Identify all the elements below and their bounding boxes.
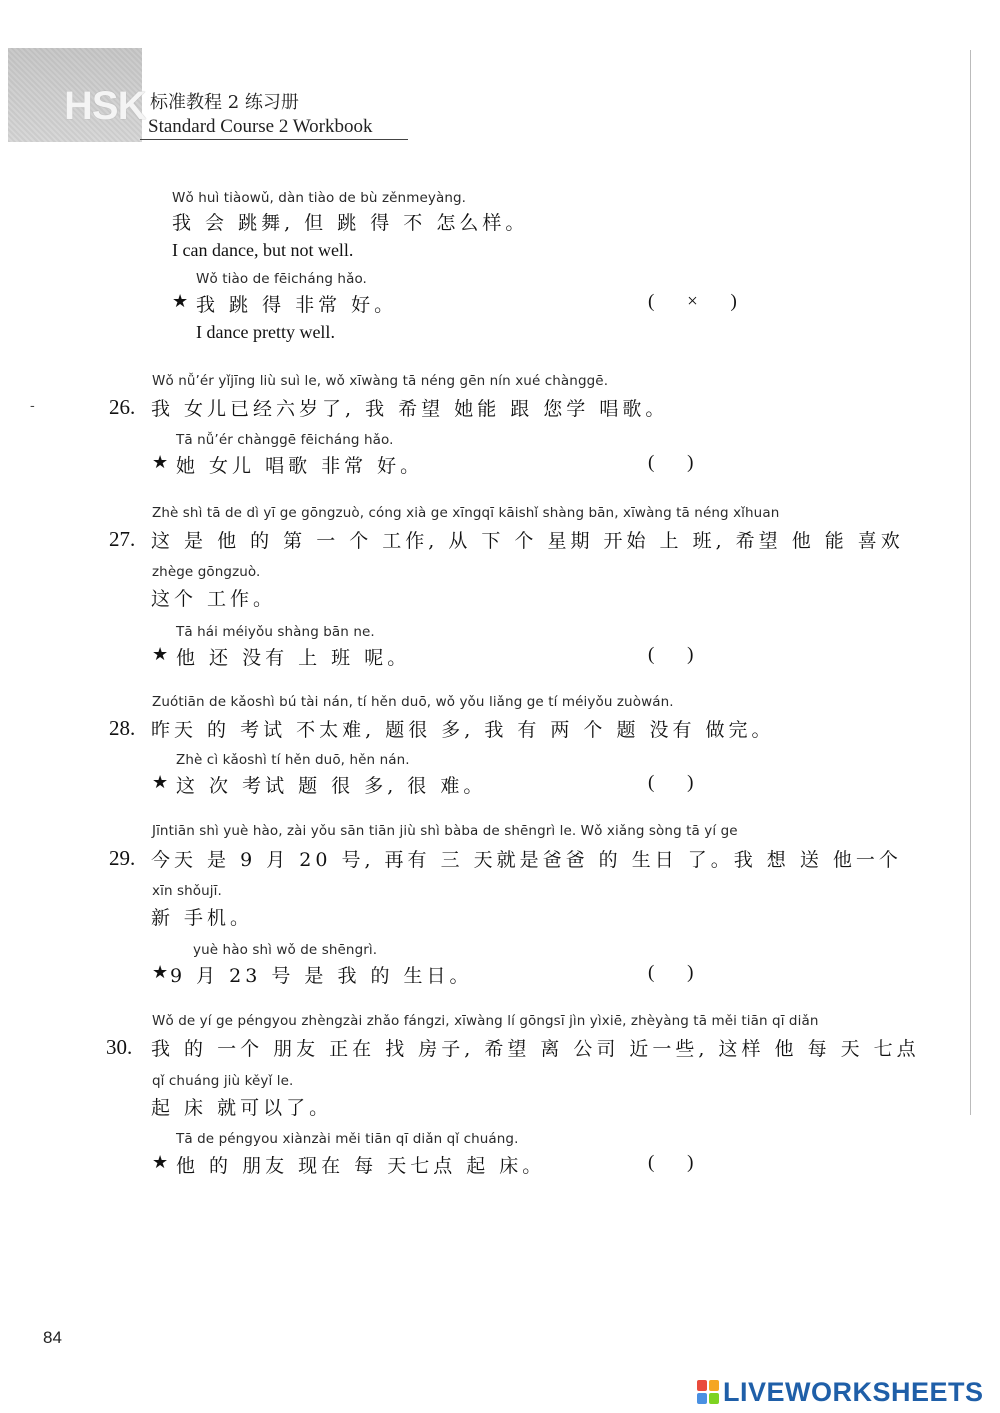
page-number: 84 [43, 1328, 62, 1347]
example-pinyin: Wǒ huì tiàowǔ, dàn tiào de bù zěnmeyàng. [172, 190, 467, 206]
question-pinyin: Wǒ de yí ge péngyou zhèngzài zhǎo fángzi, xīwàng lí gōngsī jìn yìxiē, zhèyàng tā měi tiān qī diǎn [152, 1013, 819, 1029]
example-statement-pinyin: Wǒ tiào de fēicháng hǎo. [196, 271, 367, 287]
workbook-title-english: Standard Course 2 Workbook [148, 116, 373, 137]
question-text-continued: 新 手机。 [151, 907, 254, 929]
question-pinyin-continued: xīn shǒujī. [152, 883, 222, 899]
question-text: 今天 是 9 月 20 号, 再有 三 天就是爸爸 的 生日 了。我 想 送 他一个 [151, 849, 902, 871]
statement-text: 9 月 23 号 是 我 的 生日。 [170, 965, 473, 987]
liveworksheets-logo [697, 1377, 997, 1407]
example-statement-english: I dance pretty well. [196, 322, 335, 342]
hsk-logo [8, 48, 146, 142]
question-pinyin: Wǒ nǚ’ér yǐjīng liù suì le, wǒ xīwàng tā néng gēn nín xué chànggē. [152, 373, 609, 389]
question-number: 30. [106, 1035, 133, 1059]
question-pinyin: Jīntiān shì yuè hào, zài yǒu sān tiān jiù shì bàba de shēngrì le. Wǒ xiǎng sòng tā yí ge [152, 823, 738, 839]
question-number: 29. [109, 846, 136, 870]
question-text: 这 是 他 的 第 一 个 工作, 从 下 个 星期 开始 上 班, 希望 他 能 喜欢 [151, 530, 904, 552]
example-answer: ( × ) [648, 291, 751, 312]
star-icon: ★ [152, 644, 169, 665]
question-number: 27. [109, 527, 136, 551]
example-english: I can dance, but not well. [172, 240, 354, 260]
icon-square [709, 1393, 719, 1404]
answer-blank[interactable]: ( ) [648, 452, 708, 473]
question-text: 我 女儿已经六岁了, 我 希望 她能 跟 您学 唱歌。 [151, 398, 669, 420]
question-text-continued: 这个 工作。 [151, 588, 277, 610]
question-text: 我 的 一个 朋友 正在 找 房子, 希望 离 公司 近一些, 这样 他 每 天 七点 [151, 1038, 920, 1060]
liveworksheets-icon [697, 1380, 719, 1404]
question-pinyin: Zuótiān de kǎoshì bú tài nán, tí hěn duō, wǒ yǒu liǎng ge tí méiyǒu zuòwán. [152, 694, 674, 710]
example-statement: 我 跳 得 非常 好。 [196, 294, 398, 316]
question-text-continued: 起 床 就可以了。 [151, 1097, 333, 1119]
header-divider [140, 139, 408, 140]
question-number: 26. [109, 395, 136, 419]
star-icon: ★ [152, 962, 169, 983]
answer-blank[interactable]: ( ) [648, 644, 708, 665]
answer-blank[interactable]: ( ) [648, 1152, 708, 1173]
workbook-title-chinese: 标准教程 2 练习册 [150, 92, 299, 113]
star-icon: ★ [172, 291, 189, 312]
icon-square [697, 1380, 707, 1391]
icon-square [709, 1380, 719, 1391]
margin-mark: - [30, 398, 35, 414]
question-number: 28. [109, 716, 136, 740]
star-icon: ★ [152, 452, 169, 473]
statement-text: 他 还 没有 上 班 呢。 [176, 647, 411, 669]
hsk-logo-text: HSK [64, 84, 146, 128]
statement-text: 她 女儿 唱歌 非常 好。 [176, 455, 424, 477]
statement-text: 这 次 考试 题 很 多, 很 难。 [176, 775, 487, 797]
answer-blank[interactable]: ( ) [648, 962, 708, 983]
icon-square [697, 1393, 707, 1404]
statement-pinyin: Tā nǚ’ér chànggē fēicháng hǎo. [176, 432, 394, 448]
liveworksheets-text: LIVEWORKSHEETS [723, 1377, 984, 1407]
question-pinyin-continued: qǐ chuáng jiù kěyǐ le. [152, 1073, 294, 1089]
statement-text: 他 的 朋友 现在 每 天七点 起 床。 [176, 1155, 546, 1177]
question-pinyin-continued: zhège gōngzuò. [152, 564, 261, 580]
answer-blank[interactable]: ( ) [648, 772, 708, 793]
example-chinese: 我 会 跳舞, 但 跳 得 不 怎么样。 [172, 212, 529, 234]
star-icon: ★ [152, 772, 169, 793]
question-pinyin: Zhè shì tā de dì yī ge gōngzuò, cóng xià ge xīngqī kāishǐ shàng bān, xīwàng tā néng xǐhuan [152, 505, 780, 521]
question-text: 昨天 的 考试 不太难, 题很 多, 我 有 两 个 题 没有 做完。 [151, 719, 775, 741]
page-edge-line [970, 50, 971, 1115]
statement-pinyin: Zhè cì kǎoshì tí hěn duō, hěn nán. [176, 752, 410, 768]
statement-pinyin: yuè hào shì wǒ de shēngrì. [193, 942, 378, 958]
star-icon: ★ [152, 1152, 169, 1173]
statement-pinyin: Tā hái méiyǒu shàng bān ne. [176, 624, 375, 640]
statement-pinyin: Tā de péngyou xiànzài měi tiān qī diǎn qǐ chuáng. [176, 1131, 519, 1147]
